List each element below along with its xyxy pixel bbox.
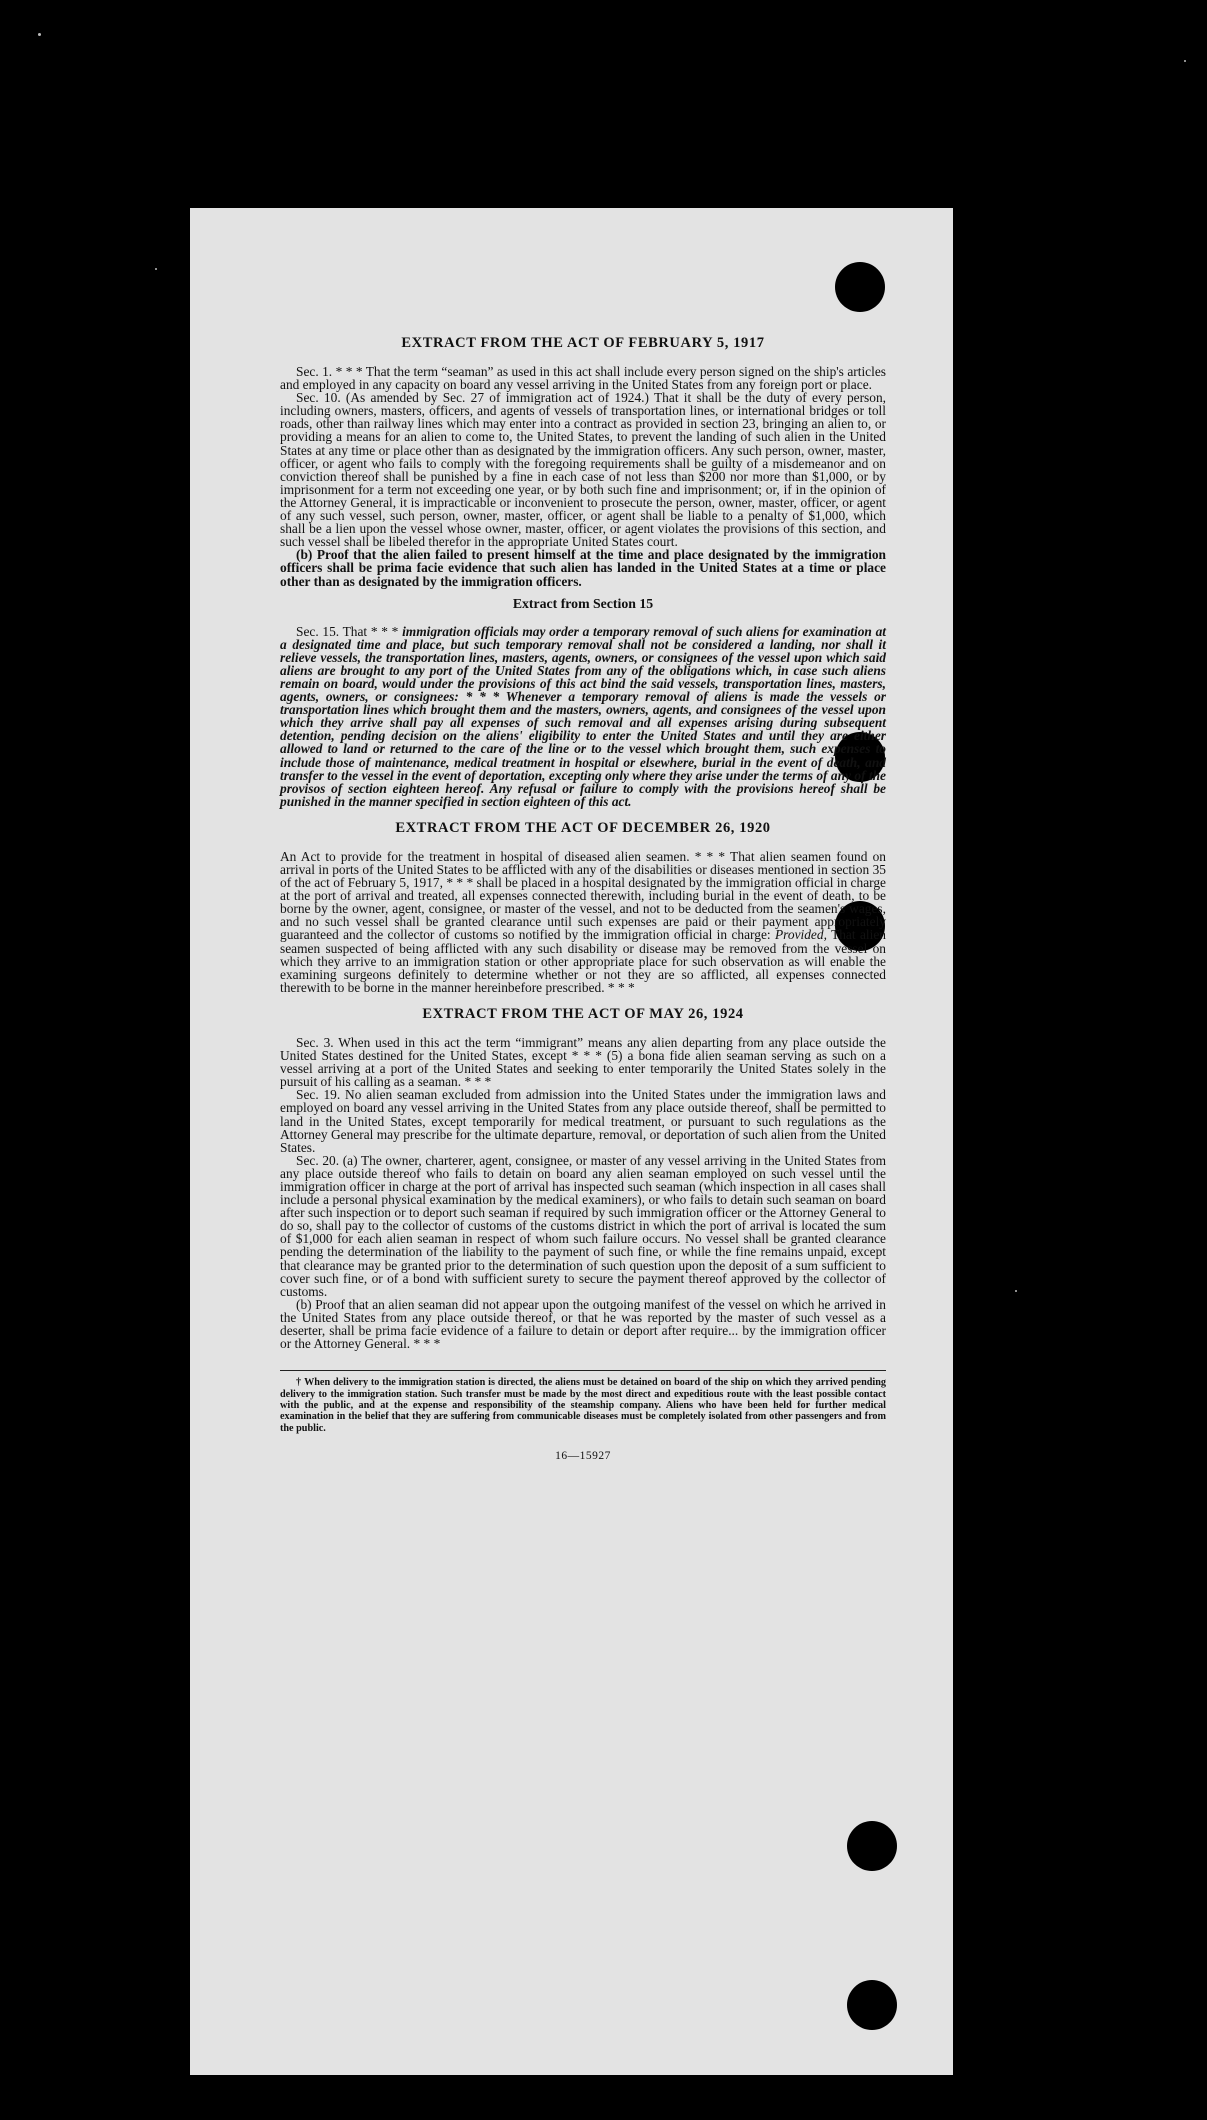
paragraph-sec-20-b: (b) Proof that an alien seaman did not appear upon the outgoing manifest of the vessel on which he arrived in the United States from any place outside thereof, or that he was reported by the master of such vessel as a deserter, shall be prima facie evidence of a failure to detain or deport after require... by the immigration officer or the Attorney General. * * * (280, 1296, 886, 1352)
paragraph-sec-1: Sec. 1. * * * That the term “seaman” as used in this act shall include every person signed on the ship's articles and employed in any capacity on board any vessel arriving in the United States from any foreign port or place. (280, 364, 886, 393)
speck (38, 33, 41, 36)
speck (155, 268, 157, 270)
paragraph-sec-3: Sec. 3. When used in this act the term “immigrant” means any alien departing from any place outside the United States destined for the United States, except * * * (5) a bona fide alien seaman serving as such on a vessel arriving at a port of the United States and seeking to enter temporarily the United States solely in the pursuit of his calling as a seaman. * * * (280, 1034, 886, 1090)
heading-section-15: Extract from Section 15 (512, 595, 654, 611)
sec-15-lead: Sec. 15. That * * * (296, 623, 399, 639)
heading-act-1920: EXTRACT FROM THE ACT OF DECEMBER 26, 1920 (395, 819, 771, 836)
speck (1184, 60, 1186, 62)
form-code: 16—15927 (555, 1450, 611, 1463)
paragraph-sec-19: Sec. 19. No alien seaman excluded from admission into the United States under the immigration laws and employed on board any vessel arriving in the United States from any place outside thereof, shall be permitted to land in the United States, except temporarily for medical treatment, or pursuant to such regulations as the Attorney General may prescribe for the ultimate departure, removal, or deportation of such alien from the United States. (280, 1087, 886, 1155)
punch-hole (847, 1980, 897, 2030)
heading-act-1924: EXTRACT FROM THE ACT OF MAY 26, 1924 (422, 1005, 744, 1022)
paragraph-sec-10: Sec. 10. (As amended by Sec. 27 of immigration act of 1924.) That it shall be the duty of every person, including owners, masters, officers, and agents of vessels of transportation lines, or international bridges or toll roads, other than railway lines which may enter into a contract as provided in section 23, bringing an alien to, or providing a means for an alien to come to, the United States, to prevent the landing of such alien in the United States at any time or place other than as designated by the immigration officers. Any such person, owner, master, officer, or agent who fails to comply with the foregoing requirements shall be guilty of a misdemeanor and on conviction thereof shall be punished by a fine in each case of not less than $200 nor more than $1,000, or by imprisonment for a term not exceeding one year, or by both such fine and imprisonment; or, if in the opinion of the Attorney General, it is impracticable or inconvenient to prosecute the person, owner, master, officer, or agent of any such vessel, such person, owner, master, officer, or agent shall be liable to a penalty of $1,000, which shall be a lien upon the vessel whose owner, master, officer, or agent violates the provisions of this section, and such vessel shall be libeled therefor in the appropriate United States court. (280, 390, 886, 550)
act-1920-proviso: That alien seamen suspected of being afflicted with any such disability or disease may be removed from the vessel on which they arrive to an immigration station or other appropriate place for such observation as will enable the examining surgeons definitely to determine whether or not they are so afflicted, all expenses connected therewith to be borne in the manner hereinbefore prescribed. * * * (280, 927, 886, 995)
paragraph-sec-20-a: Sec. 20. (a) The owner, charterer, agent, consignee, or master of any vessel arriving in the United States from any place outside thereof who fails to detain on board any alien seaman employed on such vessel until the immigration officer in charge at the port of arrival has inspected such seaman (which inspection in all cases shall include a personal physical examination by the medical examiners), or who fails to detain such seaman on board after such inspection or to deport such seaman if required by such immigration officer or the Attorney General to do so, shall pay to the collector of customs of the customs district in which the port of arrival is located the sum of $1,000 for each alien seaman in respect of whom such failure occurs. No vessel shall be granted clearance pending the determination of the liability to the payment of such fine, or while the fine remains unpaid, except that clearance may be granted prior to the determination of such question upon the deposit of a sum sufficient to cover such fine, or of a bond with sufficient surety to secure the payment thereof approved by the collector of customs. (280, 1152, 886, 1299)
provided-term: Provided, (774, 927, 827, 943)
document-page (190, 208, 953, 2075)
paragraph-sec-15 (280, 625, 886, 808)
punch-hole (847, 1821, 897, 1871)
act-1920-text: An Act to provide for the treatment in hospital of diseased alien seamen. * * * That alien seamen found on arrival in ports of the United States to be afflicted with any of the disabilities or diseases mentioned in section 35 of the act of February 5, 1917, * * * shall be placed in a hospital designated by the immigration official in charge at the port of arrival and treated, all expenses connected therewith, including burial in the event of death, to be borne by the owner, agent, consignee, or master of the vessel, and not to be deducted from the seamen's wages, and no such vessel shall be granted clearance until such expenses are paid or their payment appropriately guaranteed and the collector of customs so notified by the immigration official in charge: (280, 848, 886, 943)
heading-act-1917: EXTRACT FROM THE ACT OF FEBRUARY 5, 1917 (401, 335, 765, 351)
speck (1015, 1290, 1017, 1292)
footnote-divider (280, 1370, 886, 1371)
paragraph-sec-10-b: (b) Proof that the alien failed to present himself at the time and place designated by the immigration officers shall be prima facie evidence that such alien has landed in the United States at a time or place other than as designated by the immigration officers. (280, 547, 886, 589)
footnote: † When delivery to the immigration station is directed, the aliens must be detained on board of the ship on which they arrived pending delivery to the immigration station. Such transfer must be made by the most direct and expeditious route with the least possible contact with the public, and at the expense and responsibility of the steamship company. Aliens who have been held for further medical examination in the belief that they are suffering from communicable diseases must be completely isolated from other passengers and from the public. (280, 1377, 886, 1434)
punch-hole (835, 262, 885, 312)
paragraph-act-1920 (280, 850, 886, 994)
document-body (280, 335, 886, 1463)
sec-15-body: immigration officials may order a temporary removal of such aliens for examination at a designated time and place, but such temporary removal shall not be considered a landing, nor shall it relieve vessels, the transportation lines, masters, agents, owners, or consignees of the vessel upon which said aliens are brought to any port of the United States from any of the obligations which, in case such aliens remain on board, would under the provisions of this act bind the said vessels, transportation lines, masters, agents, owners, or consignees: * * * Whenever a temporary removal of aliens is made the vessels or transportation lines which brought them and the masters, owners, agents, and consignees of the vessel upon which they arrive shall pay all expenses of such removal and all expenses arising during subsequent detention, pending decision on the aliens' eligibility to enter the United States and until they are either allowed to land or returned to the care of the line or to the vessel which brought them, such expenses to include those of maintenance, medical treatment in hospital or elsewhere, burial in the event of death, and transfer to the vessel in the event of deportation, excepting only where they arise under the terms of any of the provisos of section eighteen hereof. Any refusal or failure to comply with the provisions hereof shall be punished in the manner specified in section eighteen of this act. (280, 623, 887, 809)
